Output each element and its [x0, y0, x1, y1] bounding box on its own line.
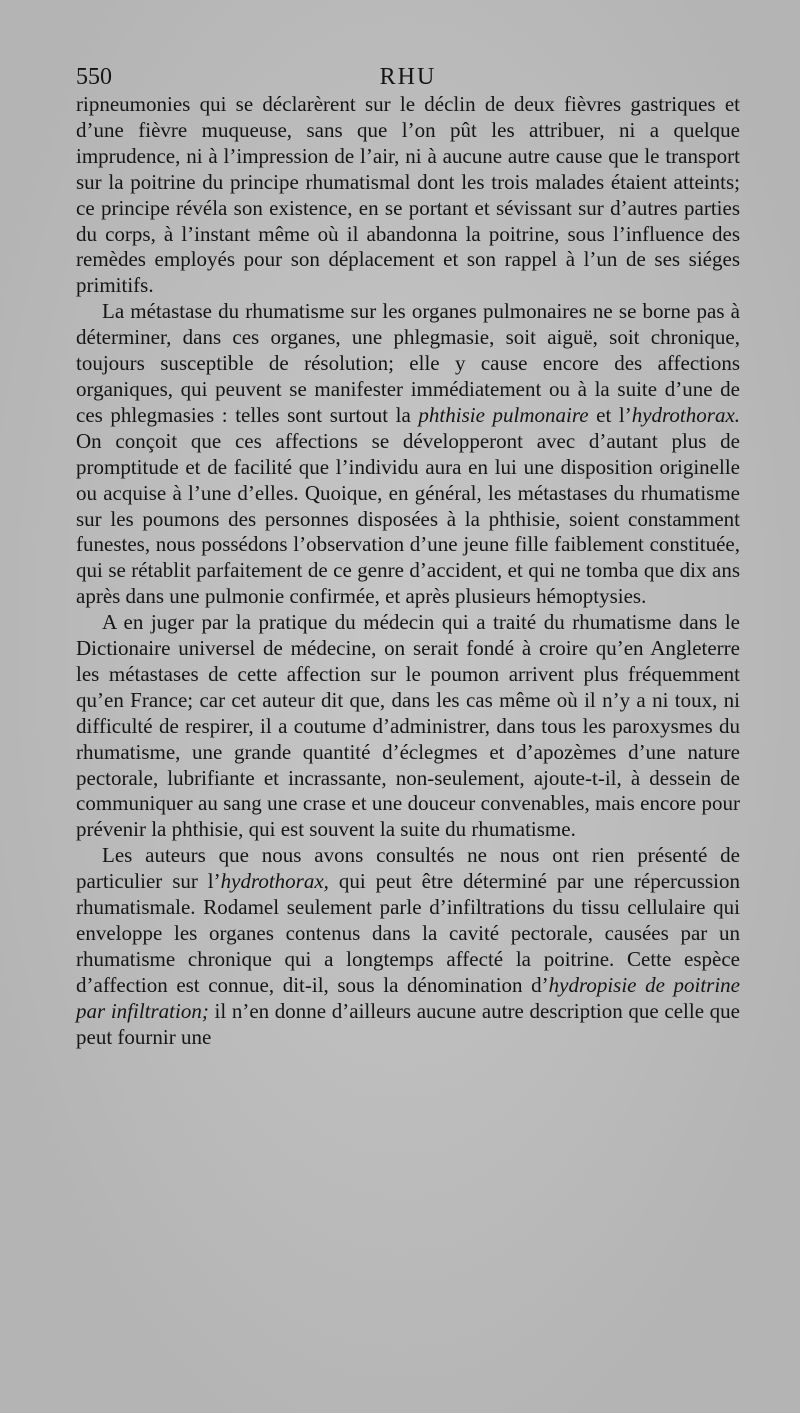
paragraph-3	[76, 610, 740, 843]
page-header	[76, 64, 740, 94]
page-number: 550	[76, 64, 112, 90]
text-run: Les auteurs que nous avons consultés ne nous ont rien présenté de particulier sur l’	[76, 843, 740, 894]
text-run: On conçoit que ces affections se développeront avec d’autant plus de promptitude et de facilité que l’individu aura en lui une disposition originelle ou acquise à l’une d’elles. Quoique, en général, les métastases du rhumatisme sur les poumons des personnes disposées à la phthisie, soient constamment funestes, nous possédons l’observation d’une jeune fille faiblement constituée, qui se rétablit parfaitement de ce genre d’accident, et qui ne tomba que dix ans après dans une pulmonie confirmée, et après plusieurs hémoptysies.	[76, 428, 740, 609]
italic-term: hydrothorax,	[220, 869, 329, 894]
body-text	[76, 92, 740, 1051]
paragraph-4	[76, 843, 740, 1050]
text-run: et l’	[588, 402, 632, 427]
italic-term: phthisie pulmonaire	[418, 402, 589, 427]
italic-term: hydropisie de poitrine par infiltration;	[76, 972, 740, 1023]
text-run: ripneumonies qui se déclarèrent sur le déclin de deux fièvres gastriques et d’une fièvre muqueuse, sans que l’on pût les attribuer, ni a quelque imprudence, ni à l’impression de l’air, ni à aucune autre cause que le transport sur la poitrine du principe rhumatismal dont les trois malades étaient atteints; ce principe révéla son existence, en se portant et sévissant sur d’autres parties du corps, à l’instant même où il abandonna la poitrine, sous l’influence des remèdes employés pour son déplacement et son rappel à l’un de ses siéges primitifs.	[76, 92, 740, 298]
italic-term: hydrothorax.	[631, 402, 741, 427]
paragraph-1	[76, 92, 740, 299]
text-run: qui peut être déterminé par une répercussion rhumatismale. Rodamel seulement parle d’infiltrations du tissu cellulaire qui enveloppe les organes contenus dans la cavité pectorale, causées par un rhumatisme chronique qui a longtemps affecté la poitrine. Cette espèce d’affection est connue, dit-il, sous la dénomination d’	[76, 869, 741, 997]
paragraph-2	[76, 299, 740, 610]
text-run: il n’en donne d’ailleurs aucune autre description que celle que peut fournir une	[76, 998, 741, 1049]
running-head: RHU	[379, 64, 437, 90]
text-run: La métastase du rhumatisme sur les organes pulmonaires ne se borne pas à déterminer, dans ces organes, une phlegmasie, soit aiguë, soit chronique, toujours susceptible de résolution; elle y cause encore des affections organiques, qui peuvent se manifester immédiatement ou à la suite d’une de ces phlegmasies : telles sont surtout la	[76, 299, 740, 427]
text-run: A en juger par la pratique du médecin qui a traité du rhumatisme dans le Dictionaire universel de médecine, on serait fondé à croire qu’en Angleterre les métastases de cette affection sur le poumon arrivent plus fréquemment qu’en France; car cet auteur dit que, dans les cas même où il n’y a ni toux, ni difficulté de respirer, il a coutume d’administrer, dans tous les paroxysmes du rhumatisme, une grande quantité d’éclegmes et d’apozèmes d’une nature pectorale, lubrifiante et incrassante, non-seulement, ajoute-t-il, à dessein de communiquer au sang une crase et une douceur convenables, mais encore pour prévenir la phthisie, qui est souvent la suite du rhumatisme.	[76, 610, 740, 842]
